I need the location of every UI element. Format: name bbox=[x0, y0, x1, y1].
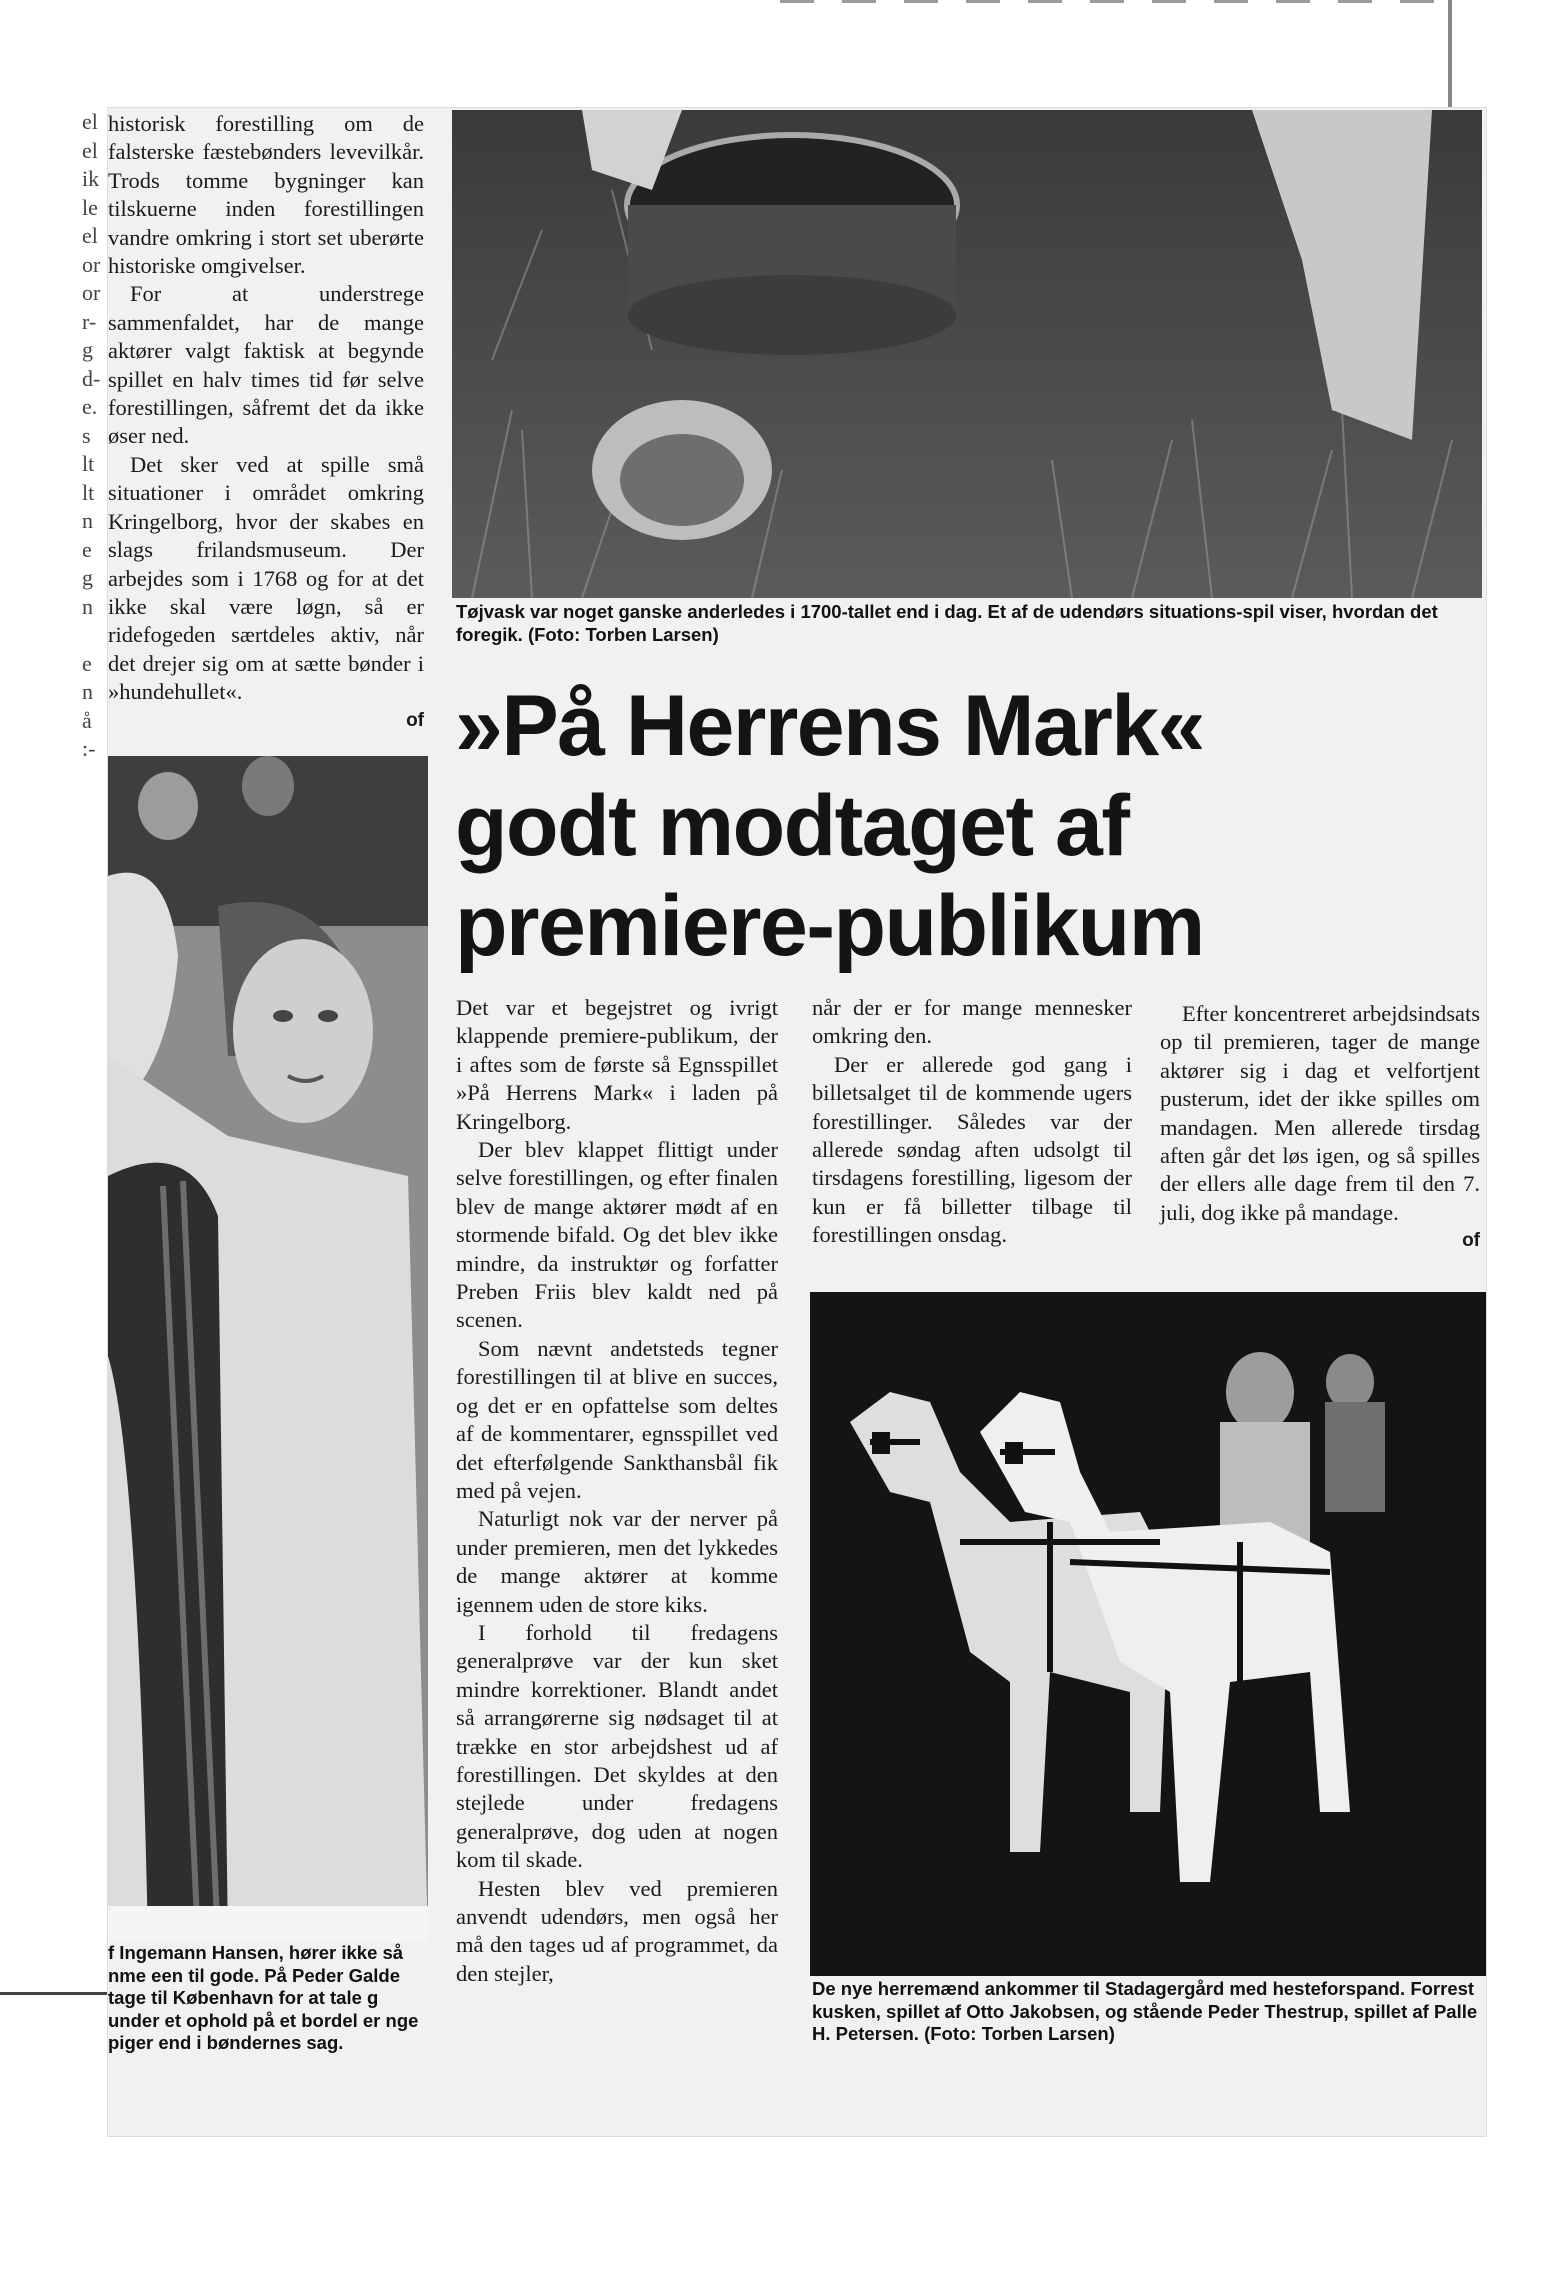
scan-edge-mark bbox=[1028, 0, 1062, 3]
paragraph: I forhold til fredagens generalprøve var der kun sket mindre korrektioner. Blandt andet så arrangørerne sig nødsaget til at trække en stor arbejdshest ud af forestillingen. Det skyldes at den stejlede under fredagens generalprøve, dog uden at nogen kom til skade. bbox=[456, 1619, 778, 1873]
scan-edge-right bbox=[1448, 0, 1452, 112]
paragraph: historisk forestilling om de falsterske fæstebønders levevilkår. Trods tomme bygninger kan tilskuerne inden forestillingen vandre omkring i stort set uberørte historiske omgivelser. bbox=[108, 111, 424, 279]
column-fragment: or bbox=[82, 251, 101, 277]
column-fragment: ik bbox=[82, 166, 100, 191]
column-fragment bbox=[82, 621, 104, 650]
actors-photo-caption: f Ingemann Hansen, hører ikke så nme een til gode. På Peder Galde tage til København for at tale g under et ophold på et bordel er nge piger end i bøndernes sag. bbox=[108, 1942, 419, 2053]
paragraph: Naturligt nok var der nerver på under premieren, men det lykkedes de mange aktører at komme igennem uden de store kiks. bbox=[456, 1506, 778, 1617]
column-fragment: :- bbox=[82, 736, 96, 761]
scan-edge-left bbox=[0, 1992, 108, 1995]
article-headline bbox=[455, 676, 1455, 976]
column-fragment: lt bbox=[82, 451, 95, 476]
scan-edge-mark bbox=[1400, 0, 1434, 3]
article-column-2 bbox=[812, 994, 1132, 1250]
column-fragment: å bbox=[82, 707, 92, 733]
column-fragment: n bbox=[82, 679, 93, 704]
paragraph: Hesten blev ved premieren anvendt udendørs, men også her må den tages ud af programmet, da den stejler, bbox=[456, 1875, 778, 1986]
column-fragment: lt bbox=[82, 479, 95, 505]
left-column-text bbox=[108, 110, 424, 735]
scan-edge-mark bbox=[1338, 0, 1372, 3]
scan-edge-mark bbox=[1090, 0, 1124, 3]
headline-line: premiere-publikum bbox=[455, 878, 1204, 974]
paragraph: når der er for mange mennesker omkring den. bbox=[812, 995, 1132, 1049]
column-fragment: g bbox=[82, 337, 93, 362]
paragraph: Det sker ved at spille små situationer i området omkring Kringelborg, hvor der skabes en slags frilandsmuseum. Der arbejdes som i 1768 og for at det ikke skal være løgn, så er ridefogeden særtdeles aktiv, når det drejer sig om at sætte bønder i »hundehullet«. bbox=[108, 451, 424, 705]
scan-edge-mark bbox=[842, 0, 876, 3]
column-fragment: r- bbox=[82, 308, 97, 334]
scan-edge-mark bbox=[1276, 0, 1310, 3]
author-signature: of bbox=[406, 709, 424, 731]
scan-edge-mark bbox=[904, 0, 938, 3]
column-fragment: s bbox=[82, 422, 91, 448]
scan-edge-mark bbox=[966, 0, 1000, 3]
laundry-photo-caption: Tøjvask var noget ganske anderledes i 1700-tallet end i dag. Et af de udendørs situations-spil viser, hvordan det foregik. (Foto: Torben Larsen) bbox=[456, 601, 1438, 645]
column-fragment: n bbox=[82, 508, 93, 533]
column-fragment: d- bbox=[82, 365, 101, 391]
paragraph: Efter koncentreret arbejdsindsats op til premieren, tager de mange aktører sig i dag et velfortjent pusterum, idet der ikke spilles om mandagen. Men allerede tirsdag aften går det løs igen, og så spilles der ellers alle dage frem til den 7. juli, dog ikke på mandage. bbox=[1160, 1001, 1480, 1225]
column-fragment: e bbox=[82, 536, 92, 562]
column-fragment: g bbox=[82, 565, 93, 590]
paragraph: Der er allerede god gang i billetsalget til de kommende ugers forestillinger. Således var der allerede søndag aften udsolgt til tirsdagens forestilling, ligesom der kun er få billetter tilbage til forestillingen onsdag. bbox=[812, 1051, 1132, 1248]
actors-photo bbox=[108, 756, 428, 1942]
paragraph: Der blev klappet flittigt under selve forestillingen, og efter finalen blev de mange aktører mødt af en stormende bifald. Og det blev ikke mindre, da instruktør og forfatter Preben Friis blev kaldt ned på scenen. bbox=[456, 1137, 778, 1333]
paragraph: For at understrege sammenfaldet, har de mange aktører valgt faktisk at begynde spillet en halv times tid før selve forestillingen, såfremt det da ikke øser ned. bbox=[108, 281, 424, 449]
scan-edge-mark bbox=[1214, 0, 1248, 3]
scan-edge-mark bbox=[780, 0, 814, 3]
horse-photo-caption: De nye herremænd ankommer til Stadagergård med hesteforspand. Forrest kusken, spillet af Otto Jakobsen, og stående Peder Thestrup, spillet af Palle H. Petersen. (Foto: Torben Larsen) bbox=[812, 1978, 1478, 2044]
column-fragment: n bbox=[82, 593, 93, 619]
article-column-1 bbox=[456, 994, 778, 1988]
scan-edge-mark bbox=[1152, 0, 1186, 3]
laundry-photo bbox=[452, 110, 1482, 598]
article-column-3 bbox=[1160, 1000, 1480, 1256]
author-signature: of bbox=[1462, 1230, 1480, 1252]
column-fragment: e. bbox=[82, 394, 98, 419]
column-fragment: or bbox=[82, 280, 101, 305]
paragraph: Som nævnt andetsteds tegner forestillingen til at blive en succes, og det er en opfattelse som deltes af de kommentarer, egnsspillet ved det efterfølgende Sankthansbål fik med på vejen. bbox=[456, 1335, 778, 1503]
column-fragment: el bbox=[82, 109, 98, 134]
column-fragment: el bbox=[82, 223, 98, 248]
column-fragment: e bbox=[82, 650, 92, 676]
paragraph: Det var et begejstret og ivrigt klappende premiere-publikum, der i aftes som de første så Egnsspillet »På Herrens Mark« i laden på Kringelborg. bbox=[456, 995, 778, 1134]
previous-column-fragments bbox=[82, 108, 104, 764]
column-fragment: el bbox=[82, 137, 98, 163]
headline-line: »På Herrens Mark« bbox=[455, 678, 1204, 774]
column-fragment: le bbox=[82, 194, 98, 220]
horse-carriage-photo bbox=[810, 1292, 1486, 1976]
headline-line: godt modtaget af bbox=[455, 778, 1129, 874]
